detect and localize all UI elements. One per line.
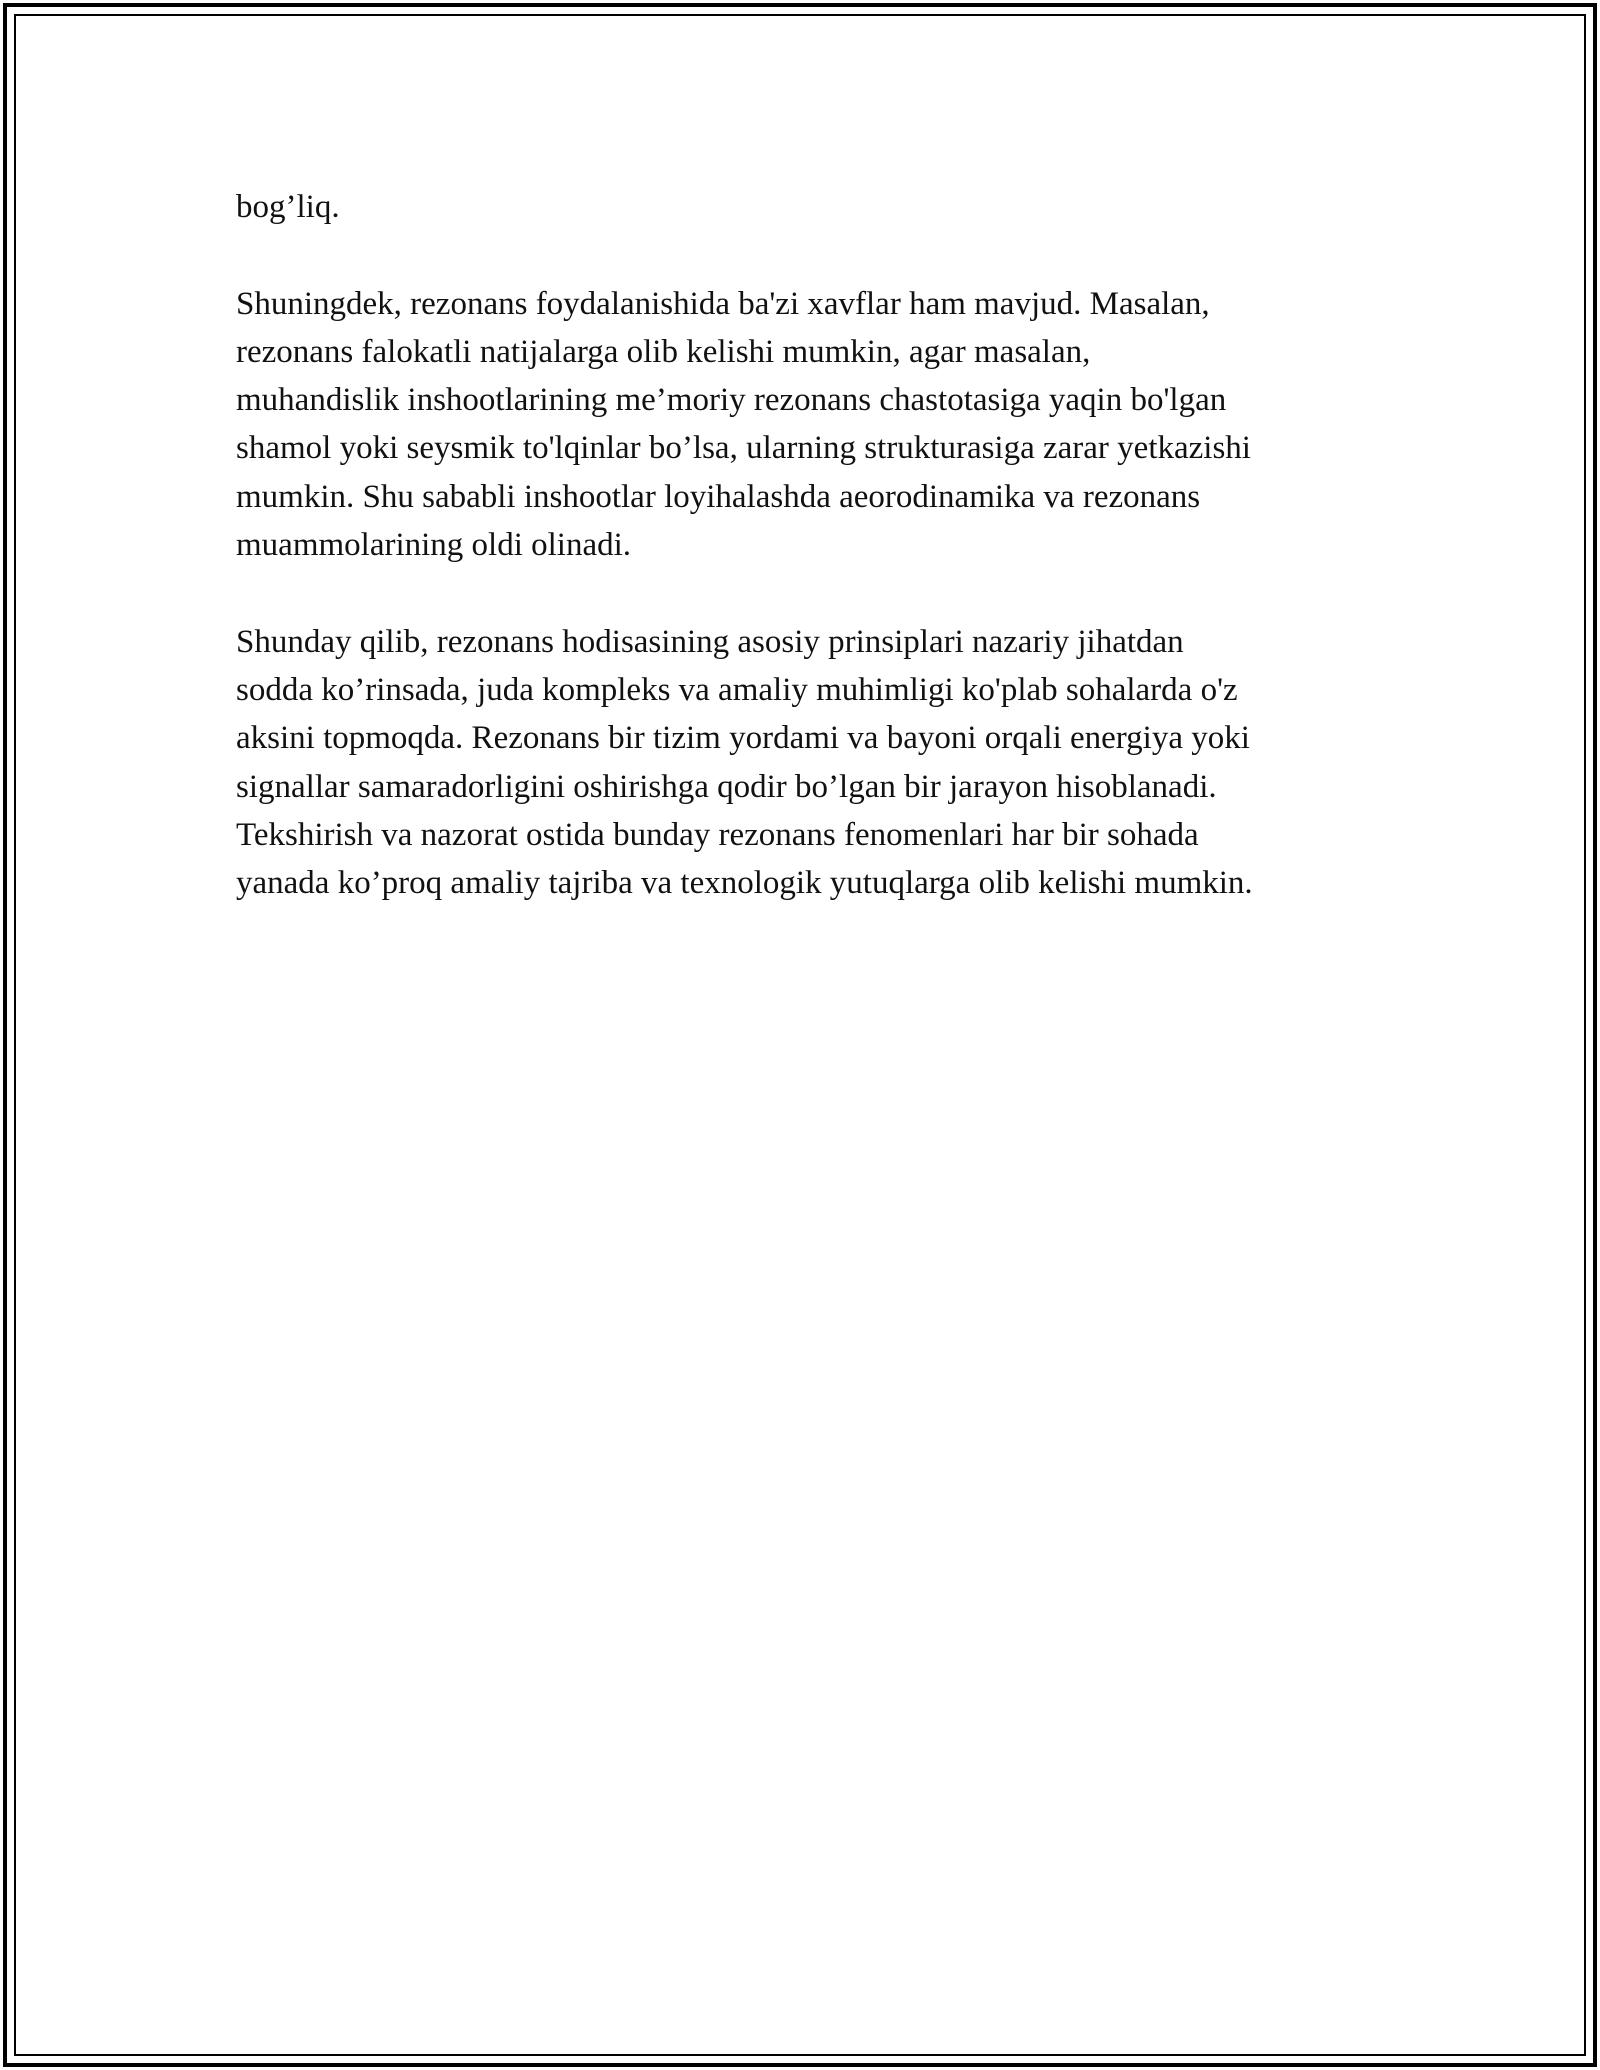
paragraph-continuation: bog’liq. [236,189,340,225]
document-body [236,183,1396,956]
paragraph-conclusion: Shunday qilib, rezonans hodisasining asosiy prinsiplari nazariy jihatdan sodda ko’rinsada, juda kompleks va amaliy muhimligi ko'plab sohalarda o'z aksini topmoqda. Rezonans bir tizim yordami va bayoni orqali energiya yoki signallar samaradorligini oshirishga qodir bo’lgan bir jarayon hisoblanadi. Tekshirish va nazorat ostida bunday rezonans fenomenlari har bir sohada yanada ko’proq amaliy tajriba va texnologik yutuqlarga olib kelishi mumkin. [236,623,1253,902]
paragraph-risks: Shuningdek, rezonans foydalanishida ba'zi xavflar ham mavjud. Masalan, rezonans falokatli natijalarga olib kelishi mumkin, agar masalan, muhandislik inshootlarining me’moriy rezonans chastotasiga yaqin bo'lgan shamol yoki seysmik to'lqinlar bo’lsa, ularning strukturasiga zarar yetkazishi mumkin. Shu sababli inshootlar loyihalashda aeorodinamika va rezonans muammolarining oldi olinadi. [236,285,1251,564]
